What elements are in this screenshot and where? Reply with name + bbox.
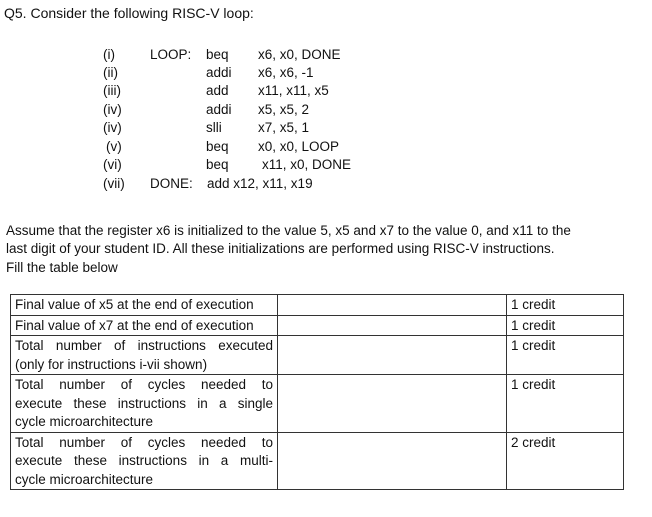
code-operands: x5, x5, 2 [258, 102, 310, 117]
code-label: LOOP: [150, 47, 192, 62]
code-opcode: addi [206, 102, 232, 117]
question-text: execute these instructions in a multi- [15, 453, 273, 468]
answer-cell[interactable] [278, 432, 507, 490]
code-operands: x7, x5, 1 [258, 120, 310, 135]
line-number: (i) [103, 47, 115, 62]
code-opcode: add [206, 83, 229, 98]
code-opcode: beq [206, 157, 229, 172]
instruction-text: Fill the table below [6, 260, 118, 275]
answer-table [10, 294, 624, 490]
credit-cell: 2 credit [507, 432, 624, 490]
credit-cell: 1 credit [507, 336, 624, 375]
code-opcode: slli [206, 120, 222, 135]
table-row [11, 336, 624, 375]
credit-cell: 1 credit [507, 315, 624, 336]
line-number: (vi) [103, 157, 122, 172]
problem-statement [6, 222, 636, 277]
question-cell [11, 375, 278, 433]
question-cell [11, 315, 278, 336]
question-text: execute these instructions in a single [15, 395, 273, 411]
credit-cell: 1 credit [507, 295, 624, 316]
code-operands: x11, x11, x5 [258, 83, 329, 98]
table-row [11, 295, 624, 316]
answer-cell[interactable] [278, 375, 507, 433]
answer-cell[interactable] [278, 315, 507, 336]
statement-line: Assume that the register x6 is initialized to the value 5, x5 and x7 to the value 0, and x11 to the [6, 223, 571, 238]
code-operands: x11, x0, DONE [262, 157, 352, 172]
question-cell [11, 336, 278, 375]
question-text: Final value of x7 at the end of execution [15, 317, 254, 333]
question-text: Total number of cycles needed to [15, 377, 273, 392]
line-number: (iv) [103, 120, 122, 135]
question-text: Final value of x5 at the end of execution [15, 297, 254, 312]
question-text: Total number of instructions executed [15, 338, 273, 353]
question-text: (only for instructions i-vii shown) [15, 356, 208, 372]
code-opcode: add x12, x11, x19 [207, 176, 313, 191]
question-text: Total number of cycles needed to [15, 434, 273, 450]
table-row [11, 432, 624, 490]
statement-line: last digit of your student ID. All these initializations are performed using RISC-V instructions. [6, 241, 555, 256]
code-opcode: beq [206, 47, 229, 62]
credit-cell: 1 credit [507, 375, 624, 433]
code-opcode: beq [206, 139, 229, 154]
line-number: (v) [106, 139, 122, 154]
answer-cell[interactable] [278, 295, 507, 316]
table-row [11, 375, 624, 433]
table-row [11, 315, 624, 336]
question-text: cycle microarchitecture [15, 414, 154, 429]
code-operands: x6, x0, DONE [258, 47, 341, 62]
line-number: (vii) [103, 176, 125, 191]
line-number: (iv) [103, 102, 122, 117]
code-label: DONE: [150, 176, 193, 191]
line-number: (iii) [103, 83, 121, 98]
line-number: (ii) [103, 65, 118, 80]
code-opcode: addi [206, 65, 232, 80]
question-cell [11, 432, 278, 490]
code-operands: x6, x6, -1 [258, 65, 314, 80]
code-operands: x0, x0, LOOP [258, 139, 340, 154]
answer-cell[interactable] [278, 336, 507, 375]
question-heading: Q5. Consider the following RISC-V loop: [4, 5, 254, 21]
question-cell [11, 295, 278, 316]
question-text: cycle microarchitecture [15, 471, 154, 487]
